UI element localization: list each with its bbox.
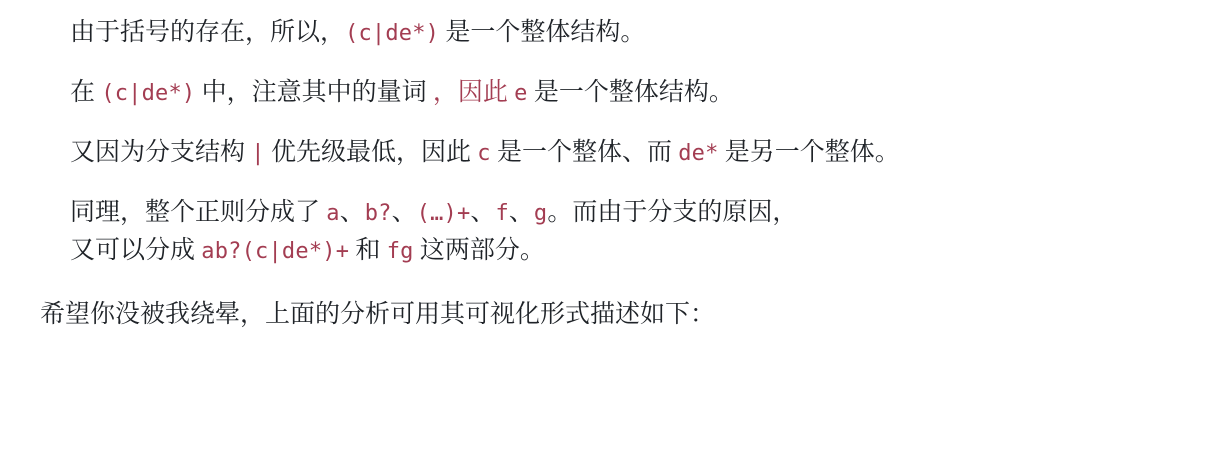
paragraph-4-text-1: 同理，整个正则分成了 <box>70 199 327 226</box>
paragraph-3-text-1: 又因为分支结构 <box>70 139 252 166</box>
regex-token-de-star: de* <box>678 141 719 166</box>
paragraph-2-text-3: 是一个整体结构。 <box>527 79 734 106</box>
paragraph-3-text-3: 是一个整体、而 <box>490 139 679 166</box>
paragraph-4-sep-4: 、 <box>508 199 534 226</box>
regex-token-a: a <box>326 201 340 226</box>
paragraph-2-highlight: ，因此 <box>432 79 515 106</box>
regex-token-group: (c|de*) <box>101 81 196 106</box>
regex-token-e: e <box>514 81 528 106</box>
paragraph-4-text-3: 又可以分成 <box>70 237 202 264</box>
regex-token-group-plus: (…)+ <box>416 201 471 226</box>
paragraph-2-text-2: 中，注意其中的量词 <box>195 79 433 106</box>
regex-token-fg: fg <box>386 239 414 264</box>
regex-token-alternation: | <box>251 141 265 166</box>
regex-token-prefix-part: ab?(c|de*)+ <box>201 239 350 264</box>
closing-sentence: 希望你没被我绕晕，上面的分析可用其可视化形式描述如下： <box>40 301 716 328</box>
regex-token-c: c <box>477 141 491 166</box>
paragraph-4-text-4: 和 <box>349 237 387 264</box>
paragraph-1-text-2: 是一个整体结构。 <box>439 19 646 46</box>
paragraph-4-text-2: 。而由于分支的原因， <box>547 199 798 226</box>
paragraph-4-sep-3: 、 <box>470 199 496 226</box>
regex-token-b-optional: b? <box>364 201 392 226</box>
regex-token-f: f <box>495 201 509 226</box>
paragraph-4-sep-1: 、 <box>339 199 365 226</box>
regex-token-group: (c|de*) <box>345 21 440 46</box>
paragraph-1 <box>40 14 1184 52</box>
paragraph-4-sep-2: 、 <box>391 199 417 226</box>
regex-token-g: g <box>533 201 548 226</box>
paragraph-2 <box>40 74 1184 112</box>
paragraph-3-text-2: 优先级最低，因此 <box>264 139 478 166</box>
paragraph-3 <box>40 134 1184 172</box>
paragraph-4-text-5: 这两部分。 <box>413 237 545 264</box>
paragraph-4 <box>40 194 1184 270</box>
paragraph-3-text-4: 是另一个整体。 <box>718 139 900 166</box>
paragraph-1-text-1: 由于括号的存在，所以， <box>70 19 346 46</box>
paragraph-4-line-2 <box>70 232 1184 270</box>
paragraph-2-text-1: 在 <box>70 79 102 106</box>
